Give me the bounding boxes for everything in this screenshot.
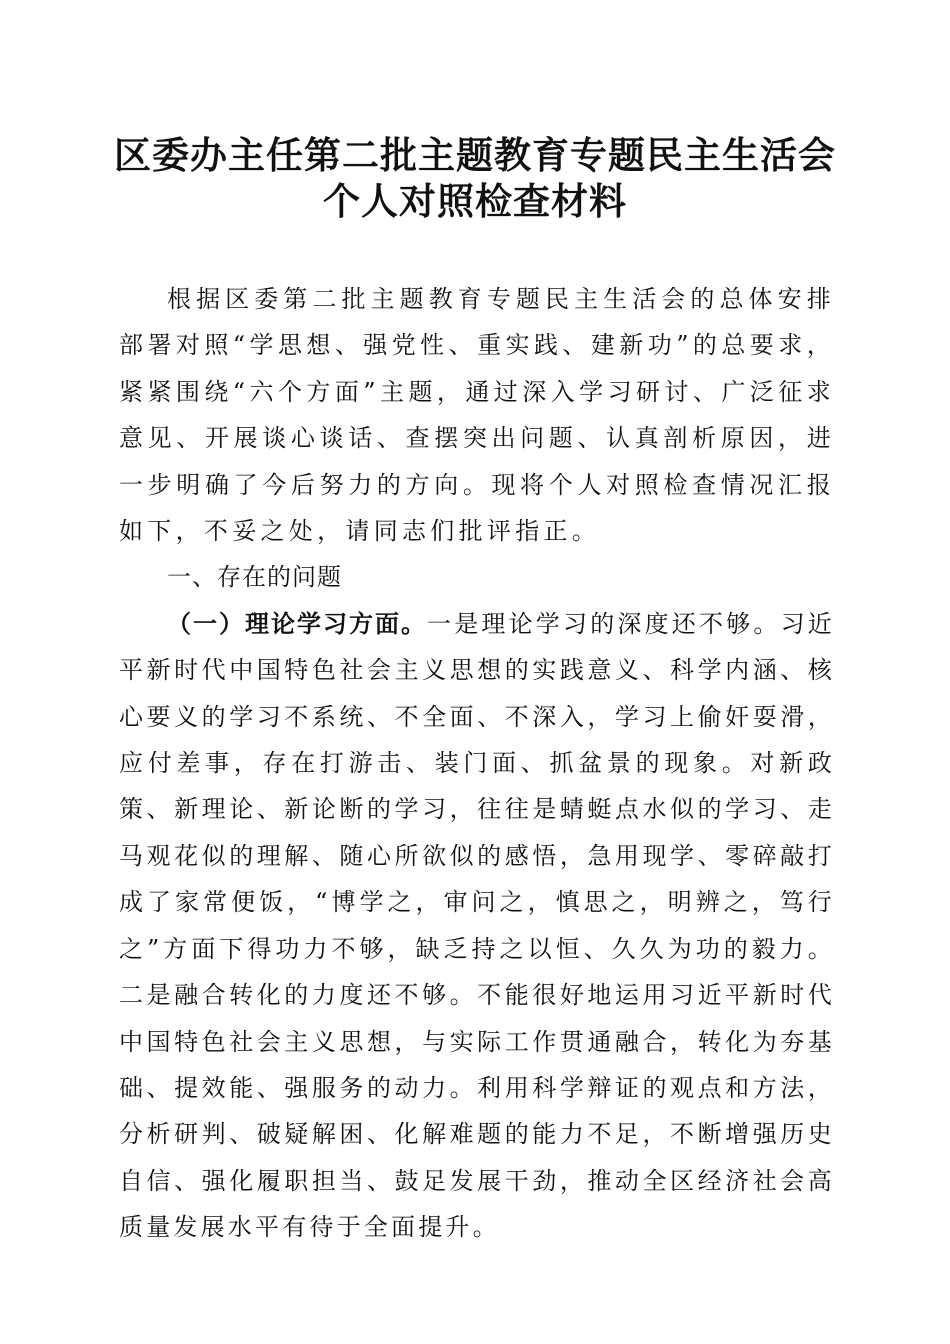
subsection-lead: （一）理论学习方面。 xyxy=(167,608,427,638)
document-title: 区委办主任第二批主题教育专题民主生活会个人对照检查材料 xyxy=(114,133,836,223)
subsection-paragraph-theory-study xyxy=(119,601,835,1251)
document-body xyxy=(119,276,835,1251)
intro-paragraph: 根据区委第二批主题教育专题民主生活会的总体安排部署对照“学思想、强党性、重实践、建新功”的总要求，紧紧围绕“六个方面”主题，通过深入学习研讨、广泛征求意见、开展谈心谈话、查摆突出问题、认真剖析原因，进一步明确了今后努力的方向。现将个人对照检查情况汇报如下，不妥之处，请同志们批评指正。 xyxy=(119,285,835,546)
subsection-text: 一是理论学习的深度还不够。习近平新时代中国特色社会主义思想的实践意义、科学内涵、核心要义的学习不系统、不全面、不深入，学习上偷奸耍滑，应付差事，存在打游击、装门面、抓盆景的现象。对新政策、新理论、新论断的学习，往往是蜻蜓点水似的学习、走马观花似的理解、随心所欲似的感悟，急用现学、零碎敲打成了家常便饭，“博学之，审问之，慎思之，明辨之，笃行之”方面下得功力不够，缺乏持之以恒、久久为功的毅力。二是融合转化的力度还不够。不能很好地运用习近平新时代中国特色社会主义思想，与实际工作贯通融合，转化为夯基础、提效能、强服务的动力。利用科学辩证的观点和方法，分析研判、破疑解困、化解难题的能力不足，不断增强历史自信、强化履职担当、鼓足发展干劲，推动全区经济社会高质量发展水平有待于全面提升。 xyxy=(119,609,835,1242)
section-heading-problems: 一、存在的问题 xyxy=(167,563,342,592)
